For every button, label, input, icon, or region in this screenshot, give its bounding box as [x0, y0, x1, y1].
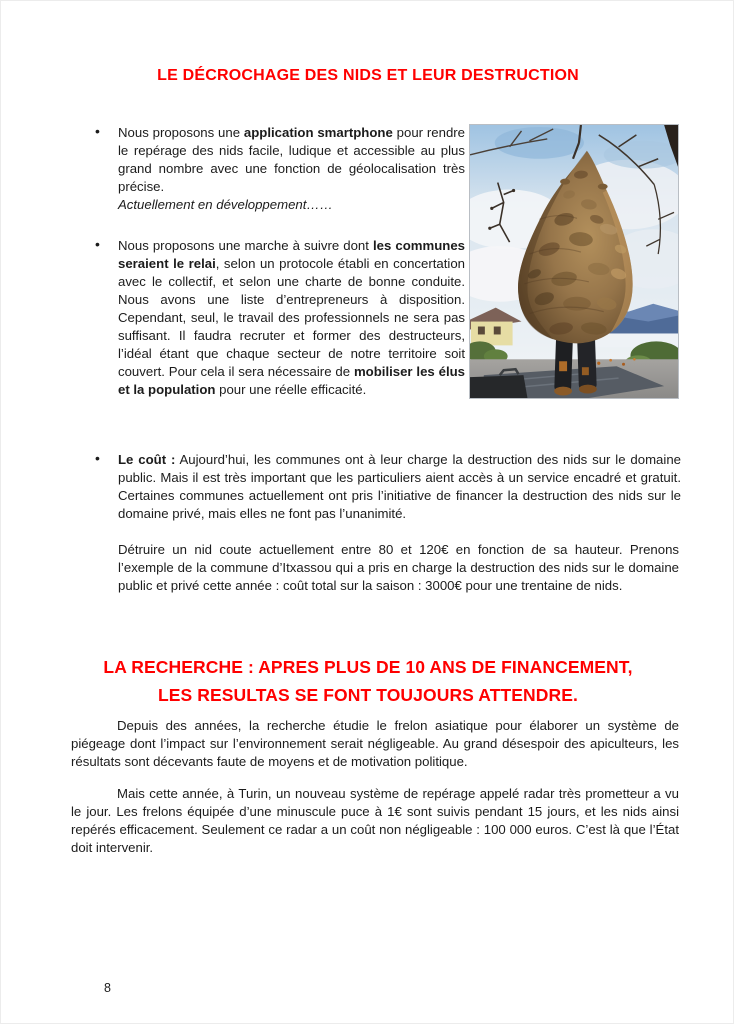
page-number: 8 [104, 981, 111, 995]
paragraph-cost-example: Détruire un nid coute actuellement entre 80 et 120€ en fonction de sa hauteur. Prenons l’exemple de la commune d’Itxassou qui a pris en charge la destruction des nids sur le domaine public et privé cette année : coût total sur la saison : 3000€ pour une trentaine de nids. [118, 542, 679, 593]
bullet-communes-relai [91, 237, 465, 399]
bullet-smartphone-app [91, 124, 465, 214]
bullet-cost [91, 451, 681, 523]
bullet-smartphone-app-text: Nous proposons une application smartphone pour rendre le repérage des nids facile, ludique et accessible au plus grand nombre avec une fonction de géolocalisation très précise. Actuellement en développement…… [118, 125, 465, 212]
paragraph-research-status: Depuis des années, la recherche étudie le frelon asiatique pour élaborer un système de piégeage dont l’impact sur l’environnement serait négligeable. Au grand désespoir des apiculteurs, les résultats sont décevants faute de moyens et de motivation politique. [71, 718, 679, 769]
bullet-icon: • [95, 236, 100, 252]
bullet-communes-relai-text: Nous proposons une marche à suivre dont les communes seraient le relai, selon un protocole établi en concertation avec le collectif, et selon une charte de bonne conduite. Nous avons une liste d’entrepreneurs à disposition. Cependant, seul, le travail des professionnels ne sera pas suffisant. Il faudra recruter et former des destructeurs, l’idéal étant que chaque secteur de notre territoire soit couvert. Pour cela il sera nécessaire de mobiliser les élus et la population pour une réelle efficacité. [118, 238, 466, 397]
section-title-recherche-line2: LES RESULTAS SE FONT TOUJOURS ATTENDRE. [157, 685, 579, 705]
hornet-nest-photo [469, 124, 679, 399]
hornet-nest-illustration [470, 125, 678, 398]
section-title-recherche [1, 653, 734, 709]
section-title-destruction: LE DÉCROCHAGE DES NIDS ET LEUR DESTRUCTION [157, 67, 579, 84]
bullet-cost-text: Le coût : Aujourd’hui, les communes ont à leur charge la destruction des nids sur le domaine public. Mais il est très important que les particuliers aient accès à un service encadré et gratuit. Certaines communes actuellement ont pris l’initiative de financer la destruction des nids sur le domaine privé, mais elles ne font pas l’unanimité. [118, 452, 681, 521]
section-title-recherche-line1: LA RECHERCHE : APRES PLUS DE 10 ANS DE FINANCEMENT, [103, 657, 633, 677]
bullet-icon: • [95, 123, 100, 139]
bullet-icon: • [95, 450, 100, 466]
paragraph-turin-radar: Mais cette année, à Turin, un nouveau système de repérage appelé radar très prometteur a vu le jour. Les frelons équipée d’une minuscule puce à 1€ sont suivis pendant 15 jours, et les nids ainsi repérés efficacement. Seulement ce radar a un coût non négligeable : 100 000 euros. C’est là que l’État doit intervenir. [71, 786, 679, 855]
